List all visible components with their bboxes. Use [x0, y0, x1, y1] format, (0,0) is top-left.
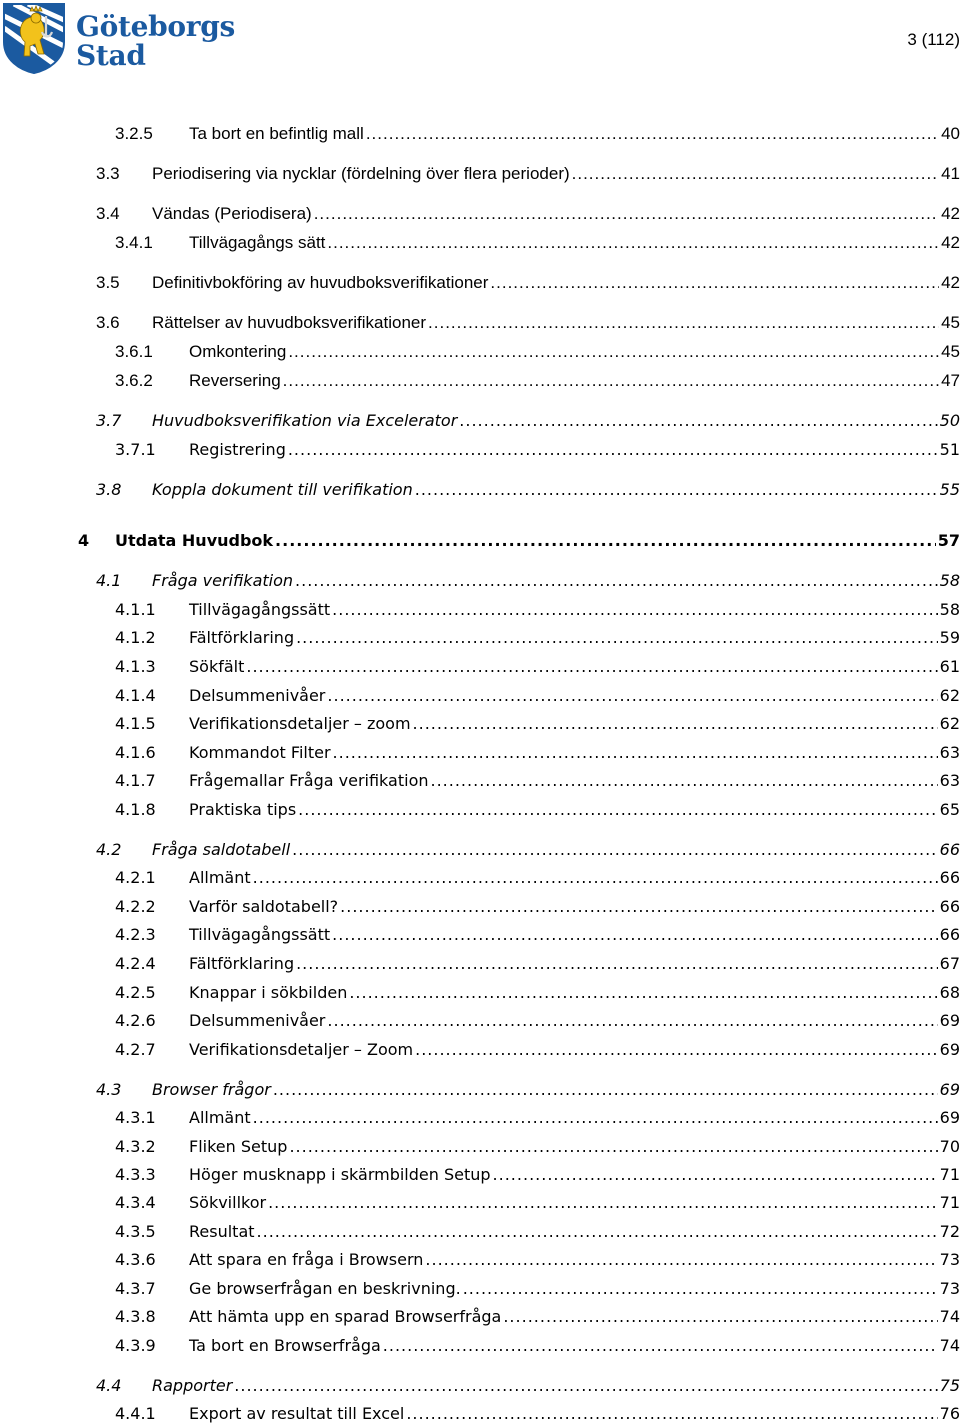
toc-dot-leader: [295, 568, 938, 594]
toc-entry-page: 63: [939, 771, 960, 790]
toc-dot-leader: [288, 437, 938, 463]
toc-entry[interactable]: [0, 865, 960, 891]
brand-wordmark: [76, 12, 235, 70]
toc-entry-number: 4.2.4: [115, 954, 156, 973]
toc-entry-title: Ta bort en befintlig mall: [189, 124, 364, 143]
toc-entry[interactable]: [0, 980, 960, 1006]
toc-entry-page: 69: [939, 1040, 960, 1059]
toc-dot-leader: [431, 768, 938, 794]
toc-entry-number: 4.1.8: [115, 800, 156, 819]
toc-entry-page: 71: [939, 1193, 960, 1212]
toc-entry-title: Resultat: [189, 1222, 255, 1241]
toc-dot-leader: [246, 654, 937, 680]
toc-entry[interactable]: [0, 121, 960, 147]
toc-entry-page: 61: [939, 657, 960, 676]
toc-dot-leader: [327, 683, 937, 709]
toc-entry[interactable]: [0, 161, 960, 187]
toc-entry-page: 42: [941, 273, 960, 292]
toc-entry[interactable]: [0, 797, 960, 823]
toc-entry[interactable]: [0, 1162, 960, 1188]
toc-dot-leader: [503, 1304, 937, 1330]
toc-entry-title: Tillvägagångs sätt: [189, 233, 326, 252]
toc-dot-leader: [415, 1037, 938, 1063]
toc-dot-leader: [288, 339, 939, 365]
toc-entry-number: 3.7.1: [115, 440, 156, 459]
toc-entry-page: 47: [941, 371, 960, 390]
toc-dot-leader: [314, 201, 939, 227]
toc-entry[interactable]: [0, 1401, 960, 1427]
toc-entry[interactable]: [0, 1304, 960, 1330]
toc-entry-title: Att spara en fråga i Browsern: [189, 1250, 424, 1269]
toc-entry-title: Kommandot Filter: [189, 743, 331, 762]
toc-entry-page: 66: [939, 897, 960, 916]
toc-entry[interactable]: [0, 625, 960, 651]
toc-entry[interactable]: [0, 339, 960, 365]
page-indicator: 3 (112): [907, 30, 960, 49]
toc-entry-number: 4.2: [96, 840, 122, 859]
toc-entry[interactable]: [0, 310, 960, 336]
toc-entry[interactable]: [0, 437, 960, 463]
toc-entry-title: Allmänt: [189, 868, 251, 887]
toc-entry-number: 4.3.6: [115, 1250, 156, 1269]
toc-entry[interactable]: [0, 408, 960, 434]
toc-entry-title: Delsummenivåer: [189, 686, 326, 705]
toc-entry-title: Höger musknapp i skärmbilden Setup: [189, 1165, 491, 1184]
toc-entry-number: 4.3.7: [115, 1279, 156, 1298]
toc-entry-page: 71: [939, 1165, 960, 1184]
toc-entry-title: Sökfält: [189, 657, 245, 676]
toc-dot-leader: [413, 711, 938, 737]
toc-entry[interactable]: [0, 477, 960, 503]
toc-entry-title: Allmänt: [189, 1108, 251, 1127]
toc-entry[interactable]: [0, 740, 960, 766]
toc-entry-number: 4.3.2: [115, 1137, 156, 1156]
toc-entry-page: 75: [939, 1376, 960, 1395]
toc-dot-leader: [428, 310, 939, 336]
toc-entry-page: 62: [939, 714, 960, 733]
toc-entry[interactable]: [0, 568, 960, 594]
toc-dot-leader: [234, 1373, 937, 1399]
toc-entry-page: 63: [939, 743, 960, 762]
toc-entry-title: Export av resultat till Excel: [189, 1404, 405, 1423]
toc-entry-title: Verifikationsdetaljer – zoom: [189, 714, 411, 733]
toc-entry[interactable]: [0, 683, 960, 709]
toc-entry-page: 66: [939, 840, 960, 859]
toc-entry-number: 3.6: [96, 313, 120, 332]
toc-entry-title: Registrering: [189, 440, 286, 459]
toc-dot-leader: [253, 865, 938, 891]
toc-entry-number: 3.5: [96, 273, 120, 292]
toc-entry[interactable]: [0, 1190, 960, 1216]
toc-entry-number: 4.1.1: [115, 600, 156, 619]
toc-dot-leader: [349, 980, 937, 1006]
toc-entry[interactable]: [0, 1276, 960, 1302]
toc-entry-page: 69: [939, 1080, 960, 1099]
toc-entry-title: Delsummenivåer: [189, 1011, 326, 1030]
toc-entry[interactable]: [0, 597, 960, 623]
toc-dot-leader: [257, 1219, 938, 1245]
toc-entry-number: 4.2.1: [115, 868, 156, 887]
toc-entry-title: Definitivbokföring av huvudboksverifikationer: [152, 273, 489, 292]
toc-entry-title: Tillvägagångssätt: [189, 600, 331, 619]
toc-entry-title: Rättelser av huvudboksverifikationer: [152, 313, 427, 332]
toc-entry-title: Fältförklaring: [189, 954, 295, 973]
toc-entry-page: 55: [939, 480, 960, 499]
toc-entry-number: 3.6.1: [115, 342, 153, 361]
toc-entry-page: 40: [941, 124, 960, 143]
toc-dot-leader: [463, 1276, 938, 1302]
toc-dot-leader: [332, 597, 938, 623]
toc-entry-page: 45: [941, 342, 960, 361]
toc-entry[interactable]: [0, 1333, 960, 1359]
toc-dot-leader: [572, 161, 939, 187]
toc-dot-leader: [275, 528, 936, 554]
toc-entry-title: Browser frågor: [152, 1080, 271, 1099]
brand-line-2: Stad: [76, 39, 146, 72]
toc-entry-number: 4.2.7: [115, 1040, 156, 1059]
toc-entry-page: 74: [939, 1336, 960, 1355]
toc-entry-title: Att hämta upp en sparad Browserfråga: [189, 1307, 502, 1326]
toc-entry-number: 4.4: [96, 1376, 122, 1395]
toc-entry[interactable]: [0, 951, 960, 977]
toc-entry-title: Vändas (Periodisera): [152, 204, 312, 223]
toc-entry-page: 65: [939, 800, 960, 819]
toc-dot-leader: [333, 740, 938, 766]
toc-entry-number: 3.8: [96, 480, 122, 499]
toc-entry-number: 3.4: [96, 204, 120, 223]
toc-entry-number: 4.1.4: [115, 686, 156, 705]
toc-entry-number: 4.3: [96, 1080, 122, 1099]
toc-entry-page: 70: [939, 1137, 960, 1156]
toc-entry-title: Ta bort en Browserfråga: [189, 1336, 381, 1355]
toc-entry-number: 4.2.3: [115, 925, 156, 944]
toc-dot-leader: [425, 1247, 937, 1273]
toc-entry[interactable]: [0, 1373, 960, 1399]
toc-entry-title: Tillvägagångssätt: [189, 925, 331, 944]
toc-entry-page: 51: [939, 440, 960, 459]
toc-entry-number: 4.4.1: [115, 1404, 156, 1423]
toc-entry[interactable]: [0, 711, 960, 737]
toc-entry[interactable]: [0, 654, 960, 680]
toc-entry-number: 4.2.6: [115, 1011, 156, 1030]
toc-dot-leader: [493, 1162, 938, 1188]
toc-entry[interactable]: [0, 922, 960, 948]
toc-entry-page: 42: [941, 233, 960, 252]
toc-entry-number: 4.1: [96, 571, 122, 590]
toc-entry-page: 72: [939, 1222, 960, 1241]
toc-entry-number: 4.1.5: [115, 714, 156, 733]
toc-dot-leader: [490, 270, 939, 296]
toc-dot-leader: [253, 1105, 938, 1131]
brand-line-1: Göteborgs: [76, 10, 235, 43]
toc-entry-title: Rapporter: [152, 1376, 233, 1395]
toc-dot-leader: [383, 1333, 938, 1359]
toc-dot-leader: [340, 894, 937, 920]
toc-dot-leader: [459, 408, 937, 434]
toc-entry[interactable]: [0, 894, 960, 920]
toc-entry-title: Periodisering via nycklar (fördelning över flera perioder): [152, 164, 570, 183]
toc-entry-number: 3.7: [96, 411, 122, 430]
toc-entry-title: Fältförklaring: [189, 628, 295, 647]
toc-entry-title: Fliken Setup: [189, 1137, 288, 1156]
toc-entry[interactable]: [0, 1105, 960, 1131]
toc-entry-title: Knappar i sökbilden: [189, 983, 348, 1002]
toc-entry-page: 76: [939, 1404, 960, 1423]
toc-entry-title: Sökvillkor: [189, 1193, 267, 1212]
toc-entry[interactable]: [0, 1008, 960, 1034]
toc-entry[interactable]: [0, 1219, 960, 1245]
toc-entry-number: 4.1.3: [115, 657, 156, 676]
toc-dot-leader: [415, 477, 938, 503]
toc-entry-title: Omkontering: [189, 342, 287, 361]
toc-entry-title: Frågemallar Fråga verifikation: [189, 771, 429, 790]
toc-dot-leader: [296, 951, 938, 977]
toc-dot-leader: [298, 797, 937, 823]
toc-entry-title: Koppla dokument till verifikation: [152, 480, 413, 499]
toc-entry-number: 4.3.8: [115, 1307, 156, 1326]
toc-entry-title: Fråga verifikation: [152, 571, 294, 590]
toc-entry-page: 67: [939, 954, 960, 973]
toc-entry-title: Varför saldotabell?: [189, 897, 339, 916]
toc-dot-leader: [406, 1401, 937, 1427]
toc-entry-number: 4.3.4: [115, 1193, 156, 1212]
toc-dot-leader: [332, 922, 938, 948]
toc-entry-page: 59: [939, 628, 960, 647]
toc-entry-title: Huvudboksverifikation via Excelerator: [152, 411, 458, 430]
toc-entry-number: 4.2.5: [115, 983, 156, 1002]
toc-dot-leader: [289, 1134, 937, 1160]
toc-entry-page: 73: [939, 1250, 960, 1269]
toc-entry-page: 74: [939, 1307, 960, 1326]
toc-entry[interactable]: [0, 230, 960, 256]
toc-entry-page: 58: [939, 571, 960, 590]
toc-entry-page: 45: [941, 313, 960, 332]
toc-entry-page: 62: [939, 686, 960, 705]
toc-entry-page: 68: [939, 983, 960, 1002]
toc-dot-leader: [327, 230, 939, 256]
toc-entry[interactable]: [0, 1134, 960, 1160]
toc-entry-title: Utdata Huvudbok: [115, 531, 274, 550]
toc-entry-title: Ge browserfrågan en beskrivning.: [189, 1279, 461, 1298]
toc-entry-page: 41: [941, 164, 960, 183]
toc-dot-leader: [296, 625, 938, 651]
toc-entry-number: 4.3.1: [115, 1108, 156, 1127]
toc-entry-number: 4.1.2: [115, 628, 156, 647]
toc-entry-number: 4.3.9: [115, 1336, 156, 1355]
toc-entry-page: 42: [941, 204, 960, 223]
goteborg-coat-of-arms-icon: [2, 2, 66, 74]
toc-entry-page: 66: [939, 868, 960, 887]
toc-entry[interactable]: [0, 1077, 960, 1103]
toc-entry-number: 3.6.2: [115, 371, 153, 390]
toc-dot-leader: [327, 1008, 937, 1034]
toc-entry-number: 4.1.7: [115, 771, 156, 790]
toc-entry-number: 4.3.5: [115, 1222, 156, 1241]
toc-entry-number: 4.2.2: [115, 897, 156, 916]
toc-entry-number: 4.3.3: [115, 1165, 156, 1184]
toc-entry[interactable]: [0, 837, 960, 863]
toc-entry[interactable]: [0, 768, 960, 794]
page-header: [0, 0, 960, 80]
toc-dot-leader: [366, 121, 939, 147]
toc-entry[interactable]: [0, 201, 960, 227]
toc-entry-page: 69: [939, 1011, 960, 1030]
toc-entry-number: 3.3: [96, 164, 120, 183]
toc-dot-leader: [268, 1190, 938, 1216]
toc-entry[interactable]: [0, 528, 960, 554]
toc-entry-page: 50: [939, 411, 960, 430]
toc-entry-page: 73: [939, 1279, 960, 1298]
toc-entry-page: 57: [937, 531, 960, 550]
toc-entry-title: Verifikationsdetaljer – Zoom: [189, 1040, 414, 1059]
toc-entry-page: 66: [939, 925, 960, 944]
toc-entry[interactable]: [0, 270, 960, 296]
toc-entry-number: 3.2.5: [115, 124, 153, 143]
toc-entry-title: Reversering: [189, 371, 281, 390]
toc-entry[interactable]: [0, 1247, 960, 1273]
toc-entry-number: 4.1.6: [115, 743, 156, 762]
toc-entry-number: 4: [78, 531, 90, 550]
toc-entry-number: 3.4.1: [115, 233, 153, 252]
toc-dot-leader: [283, 368, 939, 394]
toc-entry-title: Praktiska tips: [189, 800, 297, 819]
toc-dot-leader: [292, 837, 938, 863]
toc-entry-page: 58: [939, 600, 960, 619]
toc-dot-leader: [273, 1077, 938, 1103]
toc-entry-title: Fråga saldotabell: [152, 840, 291, 859]
toc-entry[interactable]: [0, 368, 960, 394]
toc-entry-page: 69: [939, 1108, 960, 1127]
toc-entry[interactable]: [0, 1037, 960, 1063]
